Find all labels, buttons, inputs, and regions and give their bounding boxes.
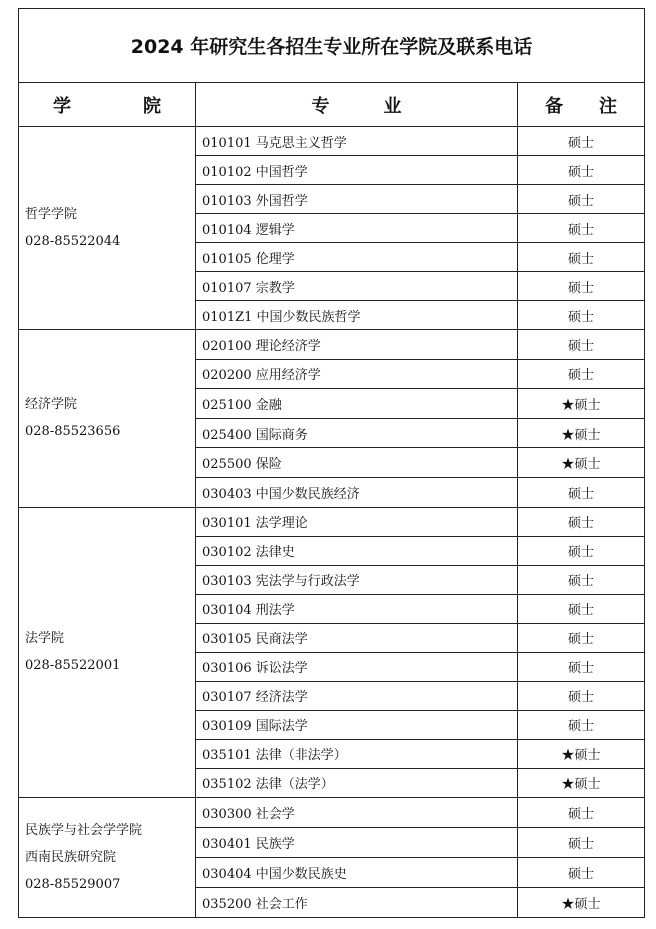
note-cell: 硕士 — [518, 594, 645, 623]
major-cell: 035102 法律（法学） — [196, 768, 518, 797]
major-cell: 010104 逻辑学 — [196, 214, 518, 243]
major-cell: 035200 社会工作 — [196, 887, 518, 917]
note-cell: ★硕士 — [518, 887, 645, 917]
college-name: 法学院 — [25, 631, 65, 647]
college-cell — [19, 330, 196, 508]
college-phone: 028-85522001 — [25, 658, 121, 674]
note-cell: 硕士 — [518, 272, 645, 301]
note-cell: 硕士 — [518, 330, 645, 360]
note-cell: ★硕士 — [518, 418, 645, 448]
note-cell: ★硕士 — [518, 768, 645, 797]
major-cell: 030300 社会学 — [196, 797, 518, 827]
college-phone: 028-85522044 — [25, 234, 121, 249]
major-cell: 030103 宪法学与行政法学 — [196, 565, 518, 594]
college-name: 哲学学院 — [25, 207, 78, 222]
note-cell: 硕士 — [518, 185, 645, 214]
major-cell: 030404 中国少数民族史 — [196, 857, 518, 887]
admissions-table-sheet — [18, 8, 644, 918]
college-name: 经济学院 — [25, 397, 78, 413]
note-cell: 硕士 — [518, 127, 645, 156]
college-cell — [19, 797, 196, 917]
note-cell: 硕士 — [518, 359, 645, 389]
major-cell: 030401 民族学 — [196, 827, 518, 857]
major-cell: 030101 法学理论 — [196, 507, 518, 536]
major-cell: 025400 国际商务 — [196, 418, 518, 448]
major-cell: 030105 民商法学 — [196, 623, 518, 652]
note-cell: 硕士 — [518, 710, 645, 739]
major-cell: 030104 刑法学 — [196, 594, 518, 623]
college-cell — [19, 507, 196, 797]
major-cell: 030109 国际法学 — [196, 710, 518, 739]
note-cell: 硕士 — [518, 214, 645, 243]
header-note: 备 注 — [518, 83, 645, 127]
major-cell: 010107 宗教学 — [196, 272, 518, 301]
note-cell: 硕士 — [518, 797, 645, 827]
note-cell: 硕士 — [518, 507, 645, 536]
college-name: 民族学与社会学学院 — [25, 822, 143, 838]
college-phone: 028-85523656 — [25, 424, 121, 440]
table-row — [19, 127, 645, 156]
major-cell: 020100 理论经济学 — [196, 330, 518, 360]
college-phone: 028-85529007 — [25, 876, 121, 892]
note-cell: ★硕士 — [518, 389, 645, 419]
major-cell: 030102 法律史 — [196, 536, 518, 565]
note-cell: 硕士 — [518, 243, 645, 272]
major-cell: 030107 经济法学 — [196, 681, 518, 710]
table-row — [19, 797, 645, 827]
note-cell: 硕士 — [518, 477, 645, 507]
major-cell: 030106 诉讼法学 — [196, 652, 518, 681]
major-cell: 010105 伦理学 — [196, 243, 518, 272]
major-cell: 030403 中国少数民族经济 — [196, 477, 518, 507]
note-cell: 硕士 — [518, 681, 645, 710]
admissions-table — [18, 8, 645, 918]
table-row — [19, 507, 645, 536]
major-cell: 010101 马克思主义哲学 — [196, 127, 518, 156]
header-major: 专 业 — [196, 83, 518, 127]
header-college: 学 院 — [19, 83, 196, 127]
table-title: 2024 年研究生各招生专业所在学院及联系电话 — [19, 9, 645, 83]
note-cell: ★硕士 — [518, 448, 645, 478]
major-cell: 025100 金融 — [196, 389, 518, 419]
note-cell: 硕士 — [518, 623, 645, 652]
note-cell: 硕士 — [518, 536, 645, 565]
major-cell: 010102 中国哲学 — [196, 156, 518, 185]
note-cell: 硕士 — [518, 156, 645, 185]
major-cell: 0101Z1 中国少数民族哲学 — [196, 301, 518, 330]
college-cell — [19, 127, 196, 330]
major-cell: 035101 法律（非法学） — [196, 739, 518, 768]
table-row — [19, 330, 645, 360]
note-cell: 硕士 — [518, 565, 645, 594]
major-cell: 010103 外国哲学 — [196, 185, 518, 214]
college-name: 西南民族研究院 — [25, 849, 117, 865]
note-cell: 硕士 — [518, 301, 645, 330]
major-cell: 025500 保险 — [196, 448, 518, 478]
note-cell: 硕士 — [518, 827, 645, 857]
note-cell: 硕士 — [518, 857, 645, 887]
note-cell: 硕士 — [518, 652, 645, 681]
note-cell: ★硕士 — [518, 739, 645, 768]
major-cell: 020200 应用经济学 — [196, 359, 518, 389]
